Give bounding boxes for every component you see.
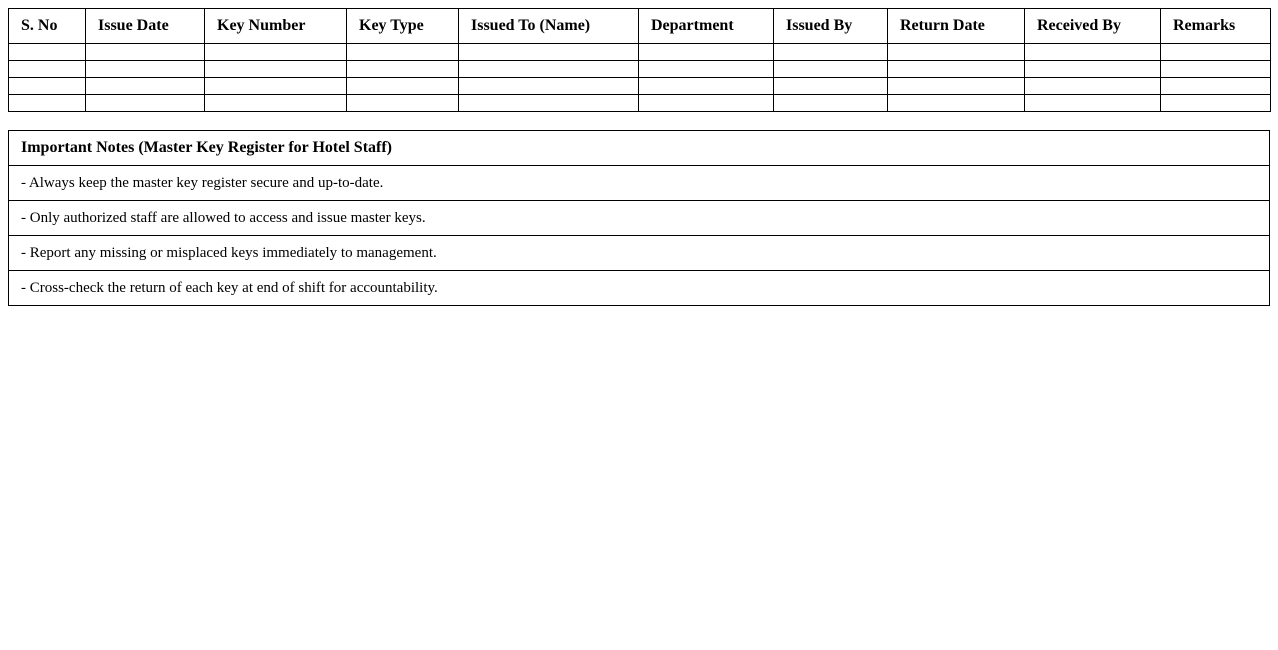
table-cell[interactable] <box>205 61 347 78</box>
notes-title: Important Notes (Master Key Register for Hotel Staff) <box>9 131 1270 166</box>
table-cell[interactable] <box>86 61 205 78</box>
table-row <box>9 44 1271 61</box>
column-header-department: Department <box>639 9 774 44</box>
table-cell[interactable] <box>205 95 347 112</box>
table-cell[interactable] <box>639 61 774 78</box>
table-cell[interactable] <box>774 95 888 112</box>
table-cell[interactable] <box>459 61 639 78</box>
important-notes-table <box>8 130 1270 306</box>
list-item <box>9 236 1270 271</box>
table-cell[interactable] <box>347 44 459 61</box>
table-cell[interactable] <box>459 78 639 95</box>
table-cell[interactable] <box>774 44 888 61</box>
column-header-remarks: Remarks <box>1161 9 1271 44</box>
list-item <box>9 201 1270 236</box>
column-header-issue-date: Issue Date <box>86 9 205 44</box>
table-row <box>9 61 1271 78</box>
table-cell[interactable] <box>86 78 205 95</box>
list-item <box>9 271 1270 306</box>
table-cell[interactable] <box>9 95 86 112</box>
column-header-serial-number: S. No <box>9 9 86 44</box>
table-cell[interactable] <box>205 78 347 95</box>
table-cell[interactable] <box>639 44 774 61</box>
table-cell[interactable] <box>888 95 1025 112</box>
table-cell[interactable] <box>888 44 1025 61</box>
list-item <box>9 166 1270 201</box>
table-cell[interactable] <box>774 61 888 78</box>
table-cell[interactable] <box>1161 78 1271 95</box>
table-cell[interactable] <box>9 78 86 95</box>
column-header-key-type: Key Type <box>347 9 459 44</box>
table-cell[interactable] <box>774 78 888 95</box>
note-text: - Report any missing or misplaced keys immediately to management. <box>9 236 1270 271</box>
note-text: - Always keep the master key register secure and up-to-date. <box>9 166 1270 201</box>
master-key-register-table <box>8 8 1271 112</box>
table-cell[interactable] <box>1025 44 1161 61</box>
table-row <box>9 95 1271 112</box>
table-cell[interactable] <box>347 78 459 95</box>
table-cell[interactable] <box>639 78 774 95</box>
table-cell[interactable] <box>1161 61 1271 78</box>
column-header-received-by: Received By <box>1025 9 1161 44</box>
table-cell[interactable] <box>888 78 1025 95</box>
table-cell[interactable] <box>205 44 347 61</box>
table-cell[interactable] <box>86 95 205 112</box>
column-header-issued-to: Issued To (Name) <box>459 9 639 44</box>
table-cell[interactable] <box>459 44 639 61</box>
table-cell[interactable] <box>1161 95 1271 112</box>
table-cell[interactable] <box>888 61 1025 78</box>
table-cell[interactable] <box>459 95 639 112</box>
column-header-key-number: Key Number <box>205 9 347 44</box>
column-header-return-date: Return Date <box>888 9 1025 44</box>
table-cell[interactable] <box>9 44 86 61</box>
column-header-issued-by: Issued By <box>774 9 888 44</box>
table-cell[interactable] <box>86 44 205 61</box>
table-row <box>9 78 1271 95</box>
note-text: - Only authorized staff are allowed to access and issue master keys. <box>9 201 1270 236</box>
table-header-row <box>9 9 1271 44</box>
note-text: - Cross-check the return of each key at end of shift for accountability. <box>9 271 1270 306</box>
table-cell[interactable] <box>1025 78 1161 95</box>
notes-title-row <box>9 131 1270 166</box>
table-cell[interactable] <box>1161 44 1271 61</box>
table-cell[interactable] <box>9 61 86 78</box>
table-cell[interactable] <box>347 95 459 112</box>
table-cell[interactable] <box>347 61 459 78</box>
table-cell[interactable] <box>1025 95 1161 112</box>
table-cell[interactable] <box>639 95 774 112</box>
table-cell[interactable] <box>1025 61 1161 78</box>
